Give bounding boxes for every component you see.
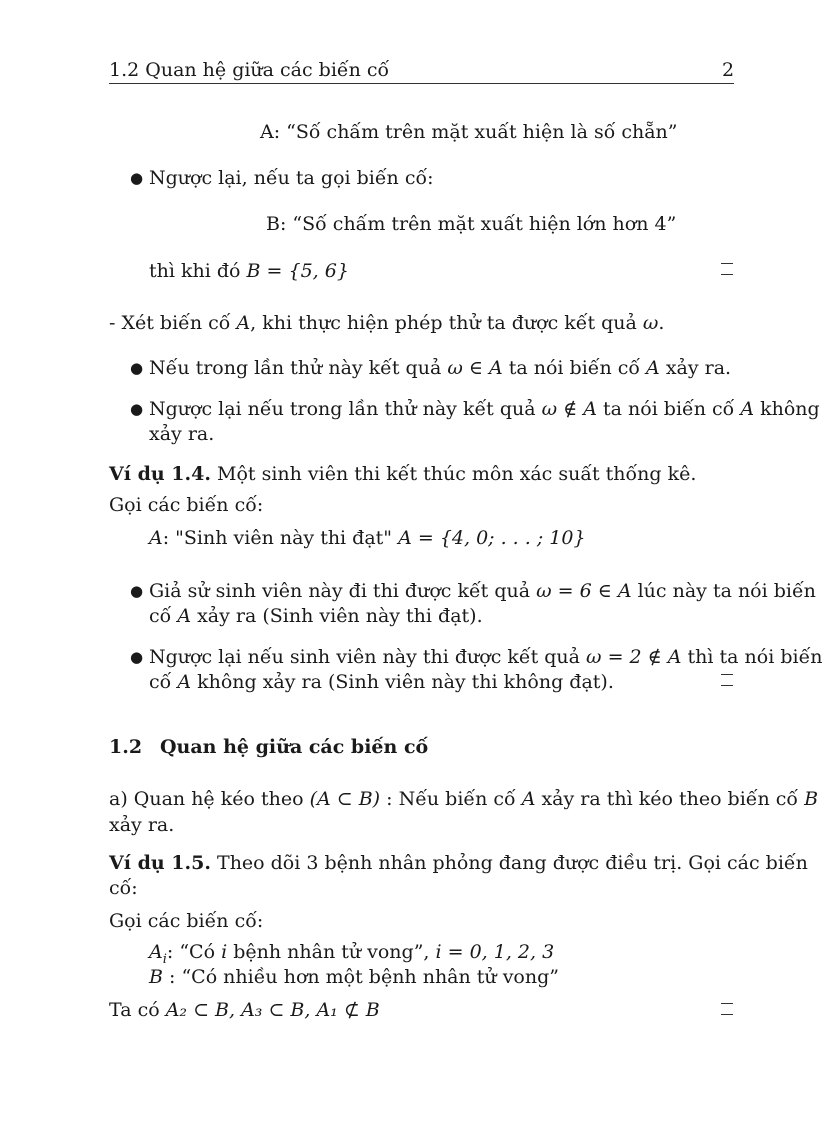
text-part: : “Có (166, 941, 216, 963)
text-part: bệnh nhân tử vong”, (233, 941, 430, 963)
text-part: ta nói biến cố (603, 398, 735, 420)
text-part: a) Quan hệ kéo theo (109, 788, 304, 810)
math-A: A (740, 398, 755, 420)
bullet-icon: ● (130, 169, 144, 187)
header-rule (109, 83, 734, 84)
bullet-text (149, 356, 731, 380)
bullet-icon: ● (130, 582, 144, 600)
conclusion-line (109, 998, 380, 1022)
text-part: ta nói biến cố (508, 357, 640, 379)
event-a-definition: A: “Số chấm trên mặt xuất hiện là số chẵn” (260, 121, 678, 143)
event-b-definition: B: “Số chấm trên mặt xuất hiện lớn hơn 4” (266, 213, 677, 235)
math-B: B (149, 966, 163, 988)
consider-line (109, 311, 664, 335)
then-b-prefix: thì khi đó (149, 260, 241, 282)
math-A: A (521, 788, 536, 810)
math-A: A (646, 357, 660, 379)
event-b-definition (149, 965, 559, 989)
relation-line-continuation: xảy ra. (109, 814, 175, 836)
bullet-text (149, 397, 820, 421)
text-part: : “Có nhiều hơn một bệnh nhân tử vong” (169, 966, 559, 988)
then-b-math: B = {5, 6} (246, 260, 349, 282)
text-part: xảy ra thì kéo theo biến cố (541, 788, 799, 810)
example-1-4 (109, 462, 696, 486)
math-A: A (149, 941, 163, 963)
math-omega: ω (642, 312, 659, 334)
text-part: thì ta nói biến (687, 646, 823, 668)
page-number: 2 (722, 59, 735, 81)
example-text-continuation: cố: (109, 877, 138, 899)
section-title: Quan hệ giữa các biến cố (160, 736, 429, 758)
math-A: A (149, 527, 163, 549)
math-inline: ω = 2 ∉ A (586, 646, 682, 668)
math-inline: ω = 6 ∈ A (536, 580, 632, 602)
text-part: lúc này ta nói biến (637, 580, 816, 602)
consider-text: - Xét biến cố (109, 312, 231, 334)
bullet-icon: ● (130, 648, 144, 666)
text-part: Giả sử sinh viên này đi thi được kết quả (149, 580, 531, 602)
bullet-text: Ngược lại, nếu ta gọi biến cố: (149, 167, 434, 189)
events-intro: Gọi các biến cố: (109, 910, 264, 932)
text-part: Ta có (109, 999, 160, 1021)
bullet-text (149, 579, 816, 603)
qed-icon (721, 674, 733, 686)
then-b-line (149, 259, 349, 283)
section-number: 1.2 (109, 736, 143, 758)
math-subscript: i (162, 951, 167, 967)
consider-text: . (658, 312, 665, 334)
text-part: Nếu trong lần thử này kết quả (149, 357, 442, 379)
math-inline: A = {4, 0; . . . ; 10} (398, 527, 586, 549)
math-inline: (A ⊂ B) (309, 788, 381, 810)
math-inline: i = 0, 1, 2, 3 (435, 941, 555, 963)
text-part: : "Sinh viên này thi đạt" (162, 527, 393, 549)
events-intro: Gọi các biến cố: (109, 494, 264, 516)
math-inline: ω ∈ A (447, 357, 503, 379)
math-A: A (236, 312, 251, 334)
text-part: xảy ra. (665, 357, 732, 379)
bullet-text-continuation: xảy ra. (149, 423, 215, 445)
example-1-5 (109, 851, 808, 875)
running-header-title: 1.2 Quan hệ giữa các biến cố (109, 59, 390, 81)
event-definition (149, 526, 586, 550)
qed-icon (721, 1003, 733, 1015)
text-part: Ngược lại nếu trong lần thử này kết quả (149, 398, 536, 420)
text-part: : Nếu biến cố (386, 788, 516, 810)
text-part: xảy ra (Sinh viên này thi đạt). (197, 605, 483, 627)
math-A: A (177, 671, 192, 693)
bullet-icon: ● (130, 400, 144, 418)
bullet-icon: ● (130, 359, 144, 377)
math-inline: A₂ ⊂ B, A₃ ⊂ B, A₁ ⊄ B (165, 999, 380, 1021)
consider-text: , khi thực hiện phép thử ta được kết quả (250, 312, 637, 334)
math-i: i (221, 941, 228, 963)
bullet-text-continuation (149, 604, 483, 628)
text-part: không xảy ra (Sinh viên này thi không đạt). (197, 671, 614, 693)
example-text: Theo dõi 3 bệnh nhân phỏng đang được điều trị. Gọi các biến (217, 852, 808, 874)
bullet-text-continuation (149, 670, 614, 694)
example-text: Một sinh viên thi kết thúc môn xác suất thống kê. (217, 463, 697, 485)
bullet-text (149, 645, 823, 669)
text-part: cố (149, 605, 172, 627)
text-part: Ngược lại nếu sinh viên này thi được kết quả (149, 646, 580, 668)
example-label: Ví dụ 1.5. (109, 852, 211, 874)
qed-icon (721, 263, 733, 275)
math-A: A (177, 605, 192, 627)
text-part: cố (149, 671, 172, 693)
text-part: không (760, 398, 820, 420)
relation-line (109, 787, 818, 811)
math-inline: ω ∉ A (541, 398, 597, 420)
example-label: Ví dụ 1.4. (109, 463, 211, 485)
math-B: B (804, 788, 819, 810)
